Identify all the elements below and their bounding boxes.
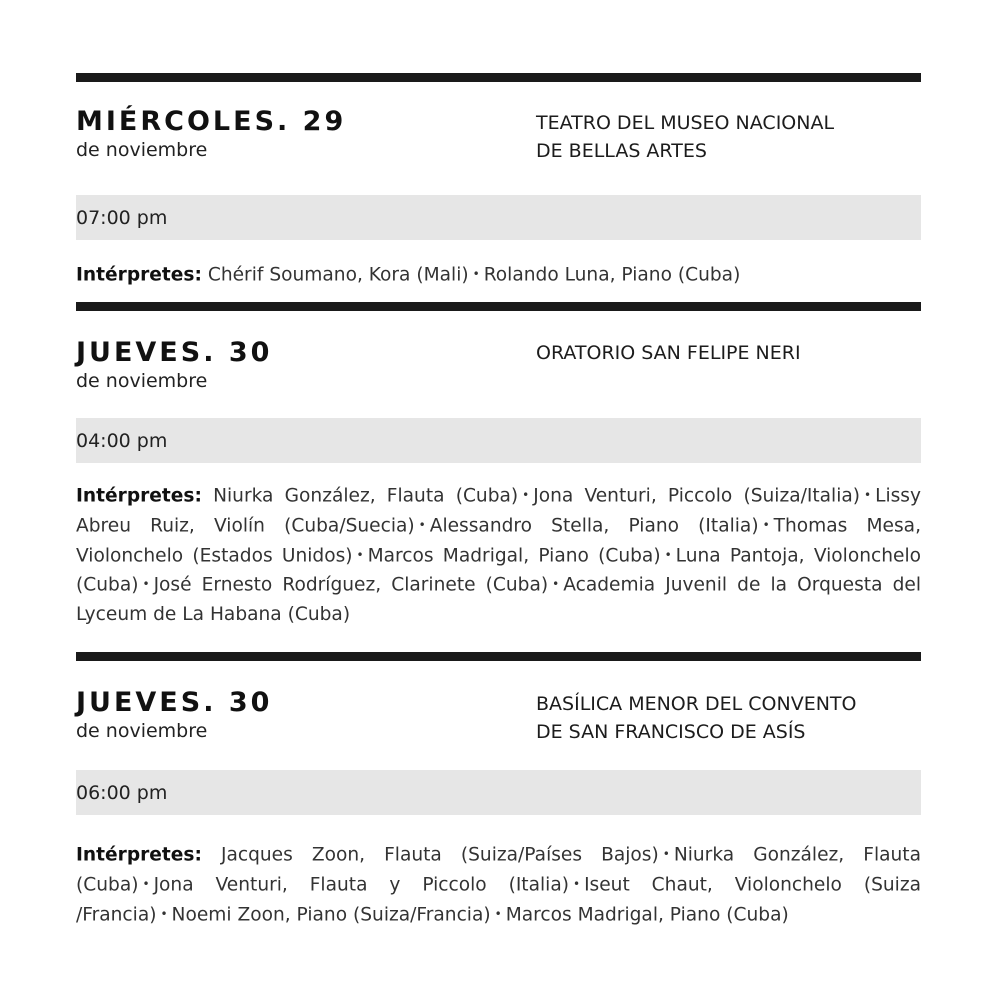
bullet-separator: • bbox=[572, 876, 581, 891]
event-header bbox=[76, 337, 921, 417]
bullet-separator: • bbox=[864, 488, 872, 502]
performer: Jacques Zoon, Flauta (Suiza/Países Bajos) bbox=[220, 844, 659, 866]
performers-text bbox=[76, 481, 921, 630]
bullet-separator: • bbox=[522, 488, 530, 502]
performers-label: Intérpretes: bbox=[76, 264, 202, 286]
bullet-separator: • bbox=[664, 547, 672, 562]
venue-line: TEATRO DEL MUSEO NACIONAL bbox=[536, 112, 835, 134]
performer: José Ernesto Rodríguez, Clarinete (Cuba) bbox=[153, 574, 549, 596]
event-venue bbox=[536, 690, 921, 746]
performer: Jona Venturi, Flauta y Piccolo (Italia) bbox=[153, 874, 569, 895]
performer: Niurka González, Flauta (Cuba) bbox=[76, 844, 921, 895]
event-header bbox=[76, 687, 921, 770]
event-3 bbox=[76, 652, 921, 929]
event-month: de noviembre bbox=[76, 370, 208, 392]
performers-text bbox=[76, 260, 921, 290]
event-venue bbox=[536, 109, 921, 165]
event-month: de noviembre bbox=[76, 139, 208, 161]
performer: Luna Pantoja, Violonchelo (Cuba) bbox=[76, 544, 921, 596]
performer: Marcos Madrigal, Piano (Cuba) bbox=[367, 544, 661, 566]
event-time-bar bbox=[76, 195, 921, 240]
venue-line: BASÍLICA MENOR DEL CONVENTO bbox=[536, 693, 857, 715]
event-time-bar bbox=[76, 418, 921, 463]
performer: Alessandro Stella, Piano (Italia) bbox=[429, 515, 759, 536]
venue-line: DE BELLAS ARTES bbox=[536, 140, 707, 162]
section-divider bbox=[76, 302, 921, 311]
event-month: de noviembre bbox=[76, 720, 208, 742]
event-time-bar bbox=[76, 770, 921, 815]
performer: Noemi Zoon, Piano (Suiza/Francia) bbox=[171, 903, 491, 925]
performer: Rolando Luna, Piano (Cuba) bbox=[483, 264, 741, 286]
section-divider bbox=[76, 652, 921, 661]
performer: Jona Venturi, Piccolo (Suiza/Italia) bbox=[533, 485, 861, 507]
event-time: 06:00 pm bbox=[76, 781, 168, 804]
bullet-separator: • bbox=[762, 517, 770, 532]
bullet-separator: • bbox=[662, 847, 670, 861]
bullet-separator: • bbox=[494, 906, 502, 921]
event-2 bbox=[76, 302, 921, 630]
event-time: 07:00 pm bbox=[76, 206, 168, 229]
section-divider bbox=[76, 73, 921, 82]
event-venue bbox=[536, 339, 921, 367]
performer: Academia Juvenil de la Orquesta del Lyceum de La Habana (Cuba) bbox=[76, 574, 921, 625]
event-day: JUEVES. 30 bbox=[76, 337, 273, 368]
bullet-separator: • bbox=[472, 267, 480, 281]
event-day: MIÉRCOLES. 29 bbox=[76, 106, 347, 137]
performer: Chérif Soumano, Kora (Mali) bbox=[207, 264, 469, 286]
performer: Marcos Madrigal, Piano (Cuba) bbox=[505, 903, 789, 925]
bullet-separator: • bbox=[356, 547, 364, 562]
performer: Lissy Abreu Ruiz, Violín (Cuba/Suecia) bbox=[76, 485, 921, 536]
venue-line: DE SAN FRANCISCO DE ASÍS bbox=[536, 721, 806, 743]
performer: Niurka González, Flauta (Cuba) bbox=[213, 485, 519, 507]
performer: Thomas Mesa, Violonchelo (Estados Unidos) bbox=[76, 515, 921, 566]
performers-label: Intérpretes: bbox=[76, 485, 202, 507]
performers-label: Intérpretes: bbox=[76, 844, 202, 866]
performers-text bbox=[76, 840, 921, 929]
performer: Iseut Chaut, Violonchelo (Suiza /Francia) bbox=[76, 874, 921, 925]
bullet-separator: • bbox=[142, 577, 150, 592]
event-day: JUEVES. 30 bbox=[76, 687, 273, 718]
event-header bbox=[76, 106, 921, 186]
event-1 bbox=[76, 73, 921, 290]
bullet-separator: • bbox=[418, 517, 426, 532]
bullet-separator: • bbox=[142, 876, 150, 891]
bullet-separator: • bbox=[160, 906, 168, 921]
bullet-separator: • bbox=[552, 577, 560, 592]
venue-line: ORATORIO SAN FELIPE NERI bbox=[536, 342, 801, 364]
event-time: 04:00 pm bbox=[76, 429, 168, 452]
